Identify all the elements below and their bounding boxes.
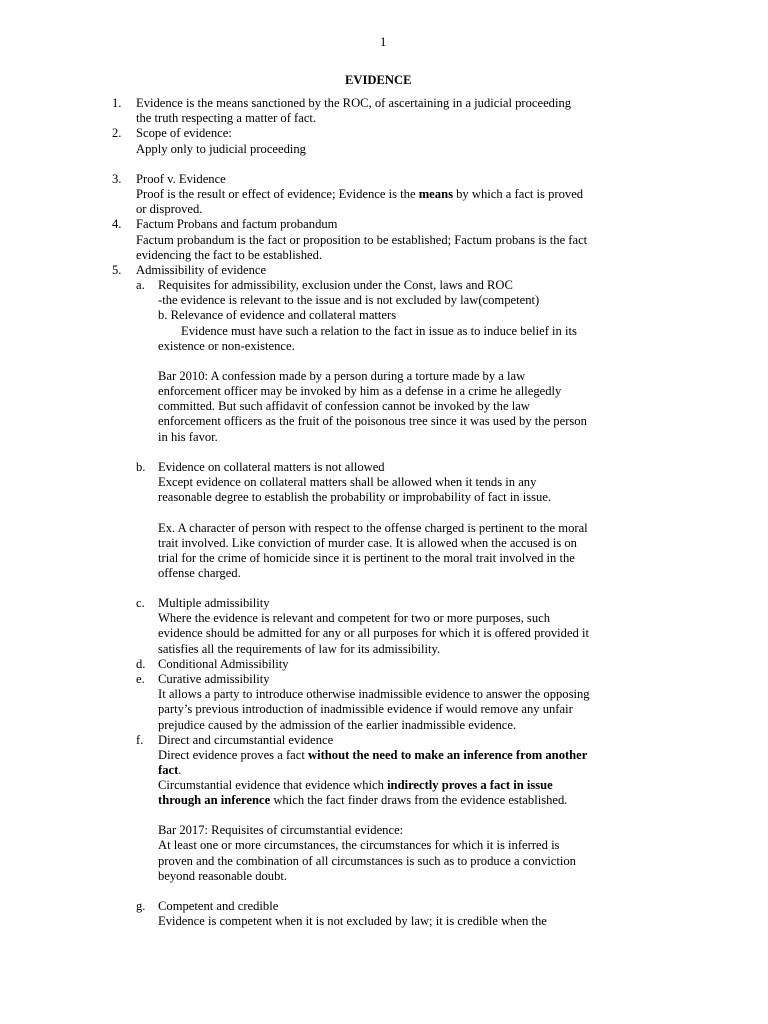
bar-question: Bar 2017: Requisites of circumstantial evidence: — [158, 823, 404, 837]
sub-item-text: It allows a party to introduce otherwise inadmissible evidence to answer the opposing — [158, 687, 590, 701]
text-run: Direct evidence proves a fact — [158, 748, 308, 762]
example-text: trait involved. Like conviction of murder case. It is allowed when the accused is on — [158, 536, 577, 550]
sub-item-text — [158, 748, 587, 763]
sub-item-text: satisfies all the requirements of law for its admissibility. — [158, 642, 441, 656]
item-text — [136, 187, 583, 202]
sub-item-text: -the evidence is relevant to the issue and is not excluded by law(competent) — [158, 293, 540, 307]
bold-text: without the need to make an inference from another — [308, 748, 588, 762]
sub-item-text: Competent and credible — [158, 899, 279, 913]
text-run: Circumstantial evidence that evidence which — [158, 778, 388, 792]
sub-item-text: Conditional Admissibility — [158, 657, 289, 671]
item-text: the truth respecting a matter of fact. — [136, 111, 317, 125]
bar-question: proven and the combination of all circumstances is such as to produce a conviction — [158, 854, 576, 868]
sub-item-text: Except evidence on collateral matters shall be allowed when it tends in any — [158, 475, 537, 489]
sub-item-text: reasonable degree to establish the probability or improbability of fact in issue. — [158, 490, 552, 504]
sub-item-text: existence or non-existence. — [158, 339, 295, 353]
example-text: offense charged. — [158, 566, 241, 580]
document-title: EVIDENCE — [345, 73, 412, 87]
sub-item-text: Where the evidence is relevant and competent for two or more purposes, such — [158, 611, 551, 625]
bold-text: fact — [158, 763, 179, 777]
bar-question: enforcement officer may be invoked by him as a defense in a crime he allegedly — [158, 384, 562, 398]
sub-item-label: f. — [136, 733, 144, 747]
item-text: Factum probandum is the fact or proposition to be established; Factum probans is the fact — [136, 233, 588, 247]
item-text: or disproved. — [136, 202, 203, 216]
text-run: . — [178, 763, 182, 777]
bar-question: Bar 2010: A confession made by a person during a torture made by a law — [158, 369, 526, 383]
bar-question: in his favor. — [158, 430, 218, 444]
sub-item-text — [158, 778, 553, 793]
sub-item-label: c. — [136, 596, 145, 610]
item-text: Factum Probans and factum probandum — [136, 217, 338, 231]
bar-question: beyond reasonable doubt. — [158, 869, 288, 883]
sub-item-label: e. — [136, 672, 145, 686]
bar-question: At least one or more circumstances, the circumstances for which it is inferred is — [158, 838, 560, 852]
sub-item-text: evidence should be admitted for any or all purposes for which it is offered provided it — [158, 626, 589, 640]
bar-question: committed. But such affidavit of confession cannot be invoked by the law — [158, 399, 530, 413]
item-text: Scope of evidence: — [136, 126, 232, 140]
item-number: 5. — [112, 263, 122, 277]
sub-item-label: d. — [136, 657, 146, 671]
item-number: 3. — [112, 172, 122, 186]
text-run: by which a fact is proved — [452, 187, 584, 201]
bold-text: through an inference — [158, 793, 271, 807]
bold-text: means — [418, 187, 453, 201]
item-text: evidencing the fact to be established. — [136, 248, 323, 262]
item-number: 2. — [112, 126, 122, 140]
item-number: 1. — [112, 96, 122, 110]
sub-item-text: Requisites for admissibility, exclusion under the Const, laws and ROC — [158, 278, 513, 292]
item-text: Evidence is the means sanctioned by the ROC, of ascertaining in a judicial proceeding — [136, 96, 572, 110]
example-text: trial for the crime of homicide since it is pertinent to the moral trait involved in the — [158, 551, 575, 565]
page-number: 1 — [380, 35, 387, 49]
sub-item-label: b. — [136, 460, 146, 474]
sub-item-text: party’s previous introduction of inadmissible evidence if would remove any unfair — [158, 702, 573, 716]
item-text: Proof v. Evidence — [136, 172, 226, 186]
text-run: Proof is the result or effect of evidence; Evidence is the — [136, 187, 419, 201]
sub-item-text: Evidence on collateral matters is not allowed — [158, 460, 385, 474]
example-text: Ex. A character of person with respect to the offense charged is pertinent to the moral — [158, 521, 588, 535]
sub-item-text: Direct and circumstantial evidence — [158, 733, 334, 747]
sub-item-text: Evidence must have such a relation to the fact in issue as to induce belief in its — [181, 324, 577, 338]
item-number: 4. — [112, 217, 122, 231]
sub-item-label: a. — [136, 278, 145, 292]
sub-item-text: Multiple admissibility — [158, 596, 270, 610]
item-text: Admissibility of evidence — [136, 263, 267, 277]
sub-item-text — [158, 793, 567, 808]
sub-item-text: prejudice caused by the admission of the earlier inadmissible evidence. — [158, 718, 517, 732]
sub-item-text: b. Relevance of evidence and collateral matters — [158, 308, 397, 322]
bold-text: indirectly proves a fact in issue — [387, 778, 553, 792]
sub-item-label: g. — [136, 899, 146, 913]
item-text: Apply only to judicial proceeding — [136, 142, 306, 156]
bar-question: enforcement officers as the fruit of the poisonous tree since it was used by the person — [158, 414, 587, 428]
text-run: which the fact finder draws from the evidence established. — [270, 793, 568, 807]
sub-item-text: Evidence is competent when it is not excluded by law; it is credible when the — [158, 914, 547, 928]
sub-item-text — [158, 763, 181, 778]
sub-item-text: Curative admissibility — [158, 672, 270, 686]
